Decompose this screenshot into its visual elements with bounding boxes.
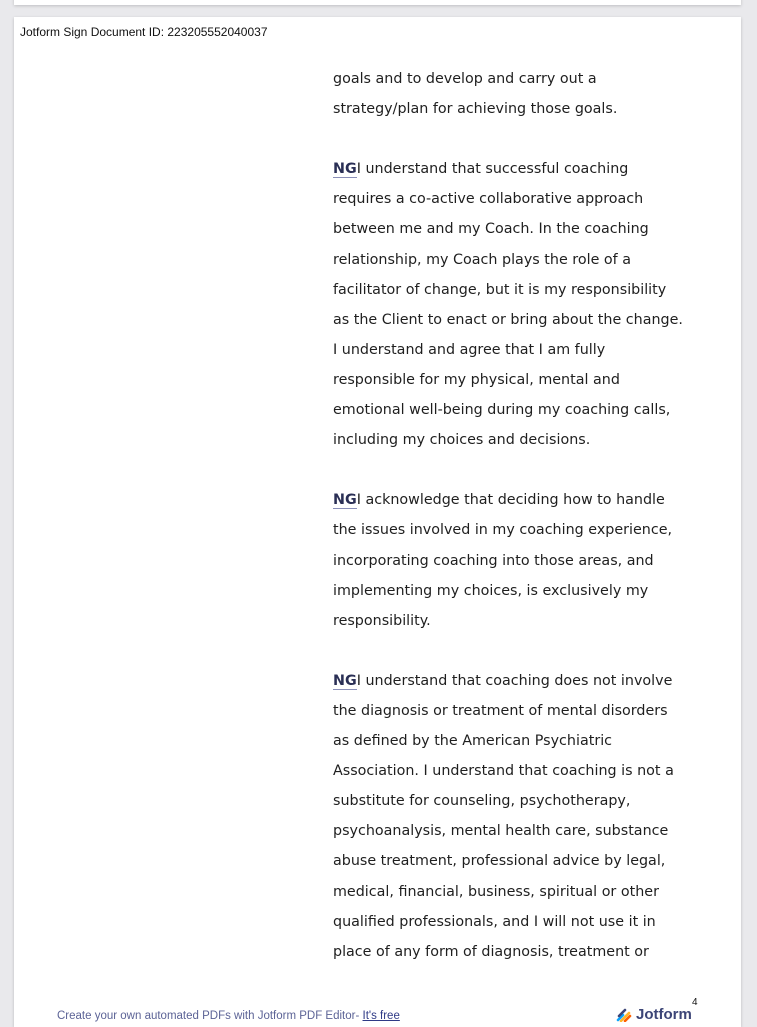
text-line-content: I acknowledge that deciding how to handle (356, 492, 665, 509)
text-line: as defined by the American Psychiatric (333, 733, 613, 750)
promo-text: Create your own automated PDFs with Jotform PDF Editor- (57, 1010, 363, 1022)
text-line: medical, financial, business, spiritual or other (333, 883, 659, 900)
text-line (333, 485, 733, 515)
text-line: psychoanalysis, mental health care, substance (333, 823, 669, 840)
document-body (333, 64, 733, 967)
text-line-content: I understand that coaching does not involve (356, 672, 673, 689)
text-line (333, 666, 733, 696)
text-line: I understand and agree that I am fully (333, 341, 606, 358)
text-line: abuse treatment, professional advice by legal, (333, 853, 666, 870)
initials-field[interactable]: NG (333, 492, 357, 509)
paragraph-2 (333, 154, 733, 455)
jotform-logo-icon (616, 1008, 632, 1022)
promo-link[interactable] (57, 1010, 400, 1022)
document-id: Jotform Sign Document ID: 223205552040037 (20, 25, 268, 39)
text-line: the issues involved in my coaching experience, (333, 522, 673, 539)
text-line (333, 154, 733, 184)
text-line: implementing my choices, is exclusively my (333, 582, 649, 599)
paragraph-gap (333, 455, 733, 485)
text-line: between me and my Coach. In the coaching (333, 221, 649, 238)
text-line: the diagnosis or treatment of mental disorders (333, 702, 668, 719)
jotform-brand[interactable] (616, 1006, 692, 1023)
text-line: requires a co-active collaborative approach (333, 191, 644, 208)
text-line: substitute for counseling, psychotherapy, (333, 793, 631, 810)
text-line: incorporating coaching into those areas, and (333, 552, 654, 569)
text-line: relationship, my Coach plays the role of a (333, 251, 631, 268)
text-line: Association. I understand that coaching is not a (333, 763, 674, 780)
text-line: including my choices and decisions. (333, 432, 591, 449)
paragraph-3 (333, 485, 733, 635)
paragraph-gap (333, 124, 733, 154)
text-line: responsible for my physical, mental and (333, 371, 620, 388)
text-line: emotional well-being during my coaching calls, (333, 402, 671, 419)
initials-field[interactable]: NG (333, 161, 357, 178)
text-line: responsibility. (333, 612, 431, 629)
text-line: goals and to develop and carry out a (333, 71, 597, 87)
paragraph-1 (333, 64, 733, 124)
text-line: place of any form of diagnosis, treatment or (333, 943, 649, 960)
text-line: as the Client to enact or bring about the change. (333, 311, 683, 328)
text-line: facilitator of change, but it is my responsibility (333, 281, 667, 298)
previous-page-edge (14, 0, 741, 5)
paragraph-4 (333, 666, 733, 967)
page-number: 4 (692, 997, 698, 1008)
text-line: strategy/plan for achieving those goals. (333, 101, 618, 118)
initials-field[interactable]: NG (333, 672, 357, 689)
text-line-content: I understand that successful coaching (356, 161, 629, 178)
paragraph-gap (333, 636, 733, 666)
its-free-link[interactable]: It's free (362, 1010, 400, 1022)
brand-name: Jotform (636, 1006, 692, 1023)
text-line: qualified professionals, and I will not use it in (333, 913, 656, 930)
document-page[interactable] (14, 17, 741, 1027)
